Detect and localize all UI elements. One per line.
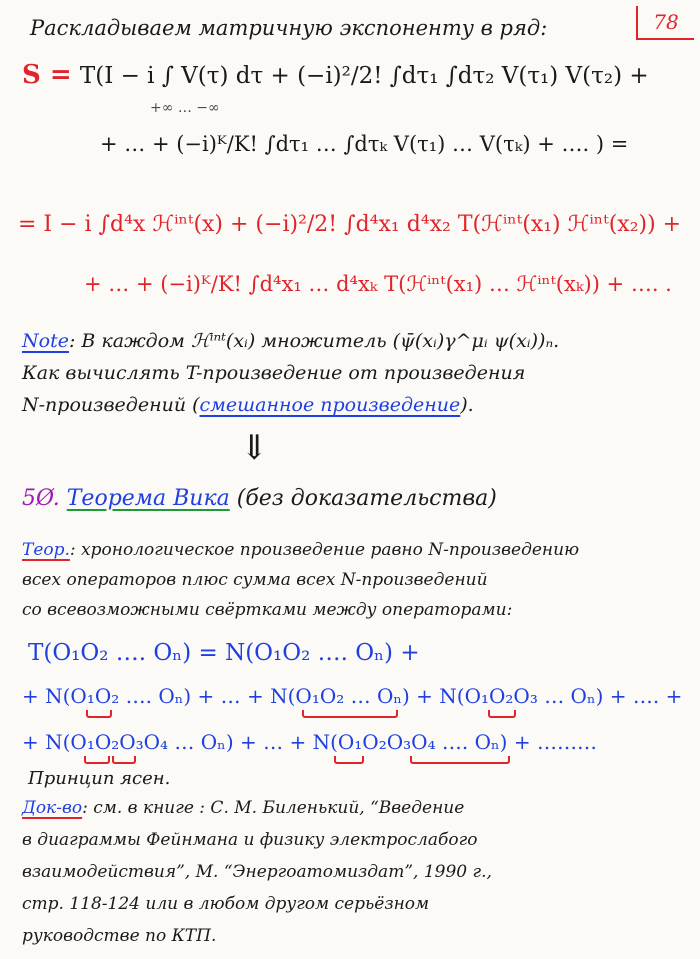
section-subtitle: (без доказательства) <box>236 486 497 511</box>
theorem-line-1 <box>22 540 579 560</box>
note-text-3c: ). <box>460 394 474 416</box>
theorem-line-2: всех операторов плюс сумма всех N-произведений <box>22 570 488 590</box>
note-label: Note <box>22 330 69 352</box>
note-line-1 <box>22 330 559 352</box>
equation-1 <box>22 60 649 90</box>
note-text-3a: N-произведений ( <box>22 394 200 416</box>
note-line-2: Как вычислять T-произведение от произведения <box>22 362 526 384</box>
theorem-line-3: со всевозможными свёртками между операторами: <box>22 600 513 620</box>
wick-equation-1: T(O₁O₂ …. Oₙ) = N(O₁O₂ …. Oₙ) + <box>28 640 420 666</box>
contraction-mark <box>112 756 136 764</box>
section-title: Теорема Вика <box>66 486 230 511</box>
note-text-1: : В каждом ℋⁱⁿᵗ(xᵢ) множитель (ψ̄(xᵢ)γ^μᵢ ψ(xᵢ))ₙ. <box>68 330 560 352</box>
note-line-3 <box>22 394 474 416</box>
equation-2: = I − i ∫d⁴x ℋⁱⁿᵗ(x) + (−i)²/2! ∫d⁴x₁ d⁴x₂ T(ℋⁱⁿᵗ(x₁) ℋⁱⁿᵗ(x₂)) + <box>18 212 682 237</box>
wick-equation-3: + N(O₁O₂O₃O₄ … Oₙ) + … + N(O₁O₂O₃O₄ …. Oₙ) + ……… <box>22 730 597 754</box>
contraction-mark <box>84 756 110 764</box>
theorem-label: Теор. <box>22 540 70 560</box>
proof-label: Док-во <box>22 798 83 818</box>
equation-2-continued: + … + (−i)ᴷ/K! ∫d⁴x₁ … d⁴xₖ T(ℋⁱⁿᵗ(x₁) … ℋⁱⁿᵗ(xₖ)) + …. . <box>84 272 672 296</box>
intro-line: Раскладываем матричную экспоненту в ряд: <box>30 16 548 40</box>
section-number: 5Ø. <box>22 486 60 511</box>
contraction-mark <box>410 756 510 764</box>
proof-line-5: руководстве по КТП. <box>22 926 217 946</box>
section-heading <box>22 486 497 511</box>
mixed-product-term: смешанное произведение <box>199 394 461 416</box>
contraction-mark <box>488 710 516 718</box>
wick-equation-2: + N(O₁O₂ …. Oₙ) + … + N(O₁O₂ … Oₙ) + N(O₁O₂O₃ … Oₙ) + …. + <box>22 684 683 708</box>
s-matrix-symbol: S = <box>22 60 72 90</box>
contraction-mark <box>302 710 398 718</box>
contraction-mark <box>86 710 112 718</box>
page-number: 78 <box>636 6 694 40</box>
equation-1-continued: + … + (−i)ᴷ/K! ∫dτ₁ … ∫dτₖ V(τ₁) … V(τₖ) + …. ) = <box>100 132 629 156</box>
proof-line-4: стр. 118-124 или в любом другом серьёзном <box>22 894 430 914</box>
theorem-text-1: : хронологическое произведение равно N-произведению <box>69 540 580 560</box>
proof-line-2: в диаграммы Фейнмана и физику электрослабого <box>22 830 478 850</box>
integration-limits: +∞ … −∞ <box>150 100 220 116</box>
proof-text-1: : см. в книге : С. М. Биленький, “Введение <box>82 798 465 818</box>
principle-line: Принцип ясен. <box>28 768 171 789</box>
equation-1-body: T(I − i ∫ V(τ) dτ + (−i)²/2! ∫dτ₁ ∫dτ₂ V(τ₁) V(τ₂) + <box>79 63 649 89</box>
contraction-mark <box>334 756 364 764</box>
implies-arrow-icon: ⇓ <box>240 428 269 468</box>
proof-line-1 <box>22 798 464 818</box>
proof-line-3: взаимодействия”, М. “Энергоатомиздат”, 1990 г., <box>22 862 492 882</box>
